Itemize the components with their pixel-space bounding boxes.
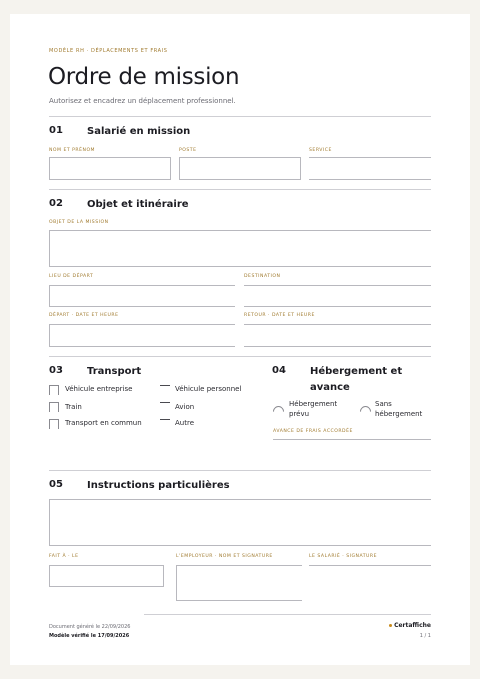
departure-datetime-field[interactable] <box>49 324 235 347</box>
return-datetime-label: RETOUR · DATE ET HEURE <box>244 313 315 318</box>
destination-label: DESTINATION <box>244 274 281 279</box>
destination-field[interactable] <box>244 285 431 307</box>
document-page <box>10 14 470 665</box>
section-2-title: Objet et itinéraire <box>87 199 189 210</box>
mission-purpose-field[interactable] <box>49 230 431 267</box>
name-field-label: NOM ET PRÉNOM <box>49 148 96 153</box>
brand-dot-icon <box>389 624 392 627</box>
departure-datetime-label: DÉPART · DATE ET HEURE <box>49 313 119 318</box>
position-field[interactable] <box>179 157 301 180</box>
return-datetime-field[interactable] <box>244 324 431 347</box>
employer-signature-label: L'EMPLOYEUR · NOM ET SIGNATURE <box>176 554 273 559</box>
company-vehicle-label: Véhicule entreprise <box>65 385 133 393</box>
section-2-divider <box>49 356 431 357</box>
departure-place-field[interactable] <box>49 285 235 307</box>
departure-place-label: LIEU DE DÉPART <box>49 274 94 279</box>
brand-name: Certaffiche <box>394 622 431 629</box>
footer-verified: Modèle vérifié le 17/09/2026 <box>49 633 130 639</box>
section-3-number: 03 <box>49 365 63 376</box>
document-eyebrow: MODÈLE RH · DÉPLACEMENTS ET FRAIS <box>49 48 168 54</box>
footer-generated: Document généré le 22/09/2026 <box>49 624 131 630</box>
personal-vehicle-checkbox[interactable] <box>160 385 170 386</box>
section-3-title: Transport <box>87 366 142 377</box>
section-4-title-line2: avance <box>310 382 350 393</box>
section-5-title: Instructions particulières <box>87 480 230 491</box>
section-4-title-line1: Hébergement et <box>310 366 403 377</box>
other-transport-checkbox[interactable] <box>160 419 170 420</box>
no-accommodation-radio[interactable] <box>358 404 374 420</box>
advance-field[interactable] <box>273 438 431 440</box>
page-subtitle: Autorisez et encadrez un déplacement professionnel. <box>49 97 236 105</box>
mission-purpose-label: OBJET DE LA MISSION <box>49 220 109 225</box>
accommodation-planned-label-line2: prévu <box>289 410 310 418</box>
employee-signature-label: LE SALARIÉ · SIGNATURE <box>309 554 378 559</box>
department-field-label: SERVICE <box>309 148 332 153</box>
name-field[interactable] <box>49 157 171 180</box>
personal-vehicle-label: Véhicule personnel <box>175 385 242 393</box>
plane-label: Avion <box>175 403 195 411</box>
train-checkbox[interactable] <box>49 402 59 412</box>
section-5-number: 05 <box>49 479 63 490</box>
plane-checkbox[interactable] <box>160 402 170 403</box>
page-number: 1 / 1 <box>419 633 431 639</box>
brand-logo <box>389 622 431 629</box>
position-field-label: POSTE <box>179 148 197 153</box>
footer-divider <box>144 614 431 615</box>
other-transport-label: Autre <box>175 419 195 427</box>
header-divider <box>49 116 431 117</box>
train-label: Train <box>65 403 82 411</box>
place-date-label: FAIT À · LE <box>49 554 79 559</box>
section-1-number: 01 <box>49 125 63 136</box>
department-field[interactable] <box>309 157 431 180</box>
company-vehicle-checkbox[interactable] <box>49 385 59 395</box>
employee-signature-field[interactable] <box>309 565 431 567</box>
no-accommodation-label-line2: hébergement <box>375 410 423 418</box>
public-transport-checkbox[interactable] <box>49 419 59 429</box>
employer-signature-field[interactable] <box>176 565 302 601</box>
section-4-divider <box>49 470 431 471</box>
section-1-title: Salarié en mission <box>87 126 191 137</box>
public-transport-label: Transport en commun <box>65 419 142 427</box>
page-title: Ordre de mission <box>48 64 240 90</box>
instructions-field[interactable] <box>49 499 431 546</box>
section-2-number: 02 <box>49 198 63 209</box>
no-accommodation-label-line1: Sans <box>375 400 392 408</box>
section-1-divider <box>49 189 431 190</box>
place-date-field[interactable] <box>49 565 164 587</box>
section-4-number: 04 <box>272 365 286 376</box>
accommodation-planned-radio[interactable] <box>271 404 287 420</box>
accommodation-planned-label-line1: Hébergement <box>289 400 338 408</box>
advance-label: AVANCE DE FRAIS ACCORDÉE <box>273 429 353 434</box>
